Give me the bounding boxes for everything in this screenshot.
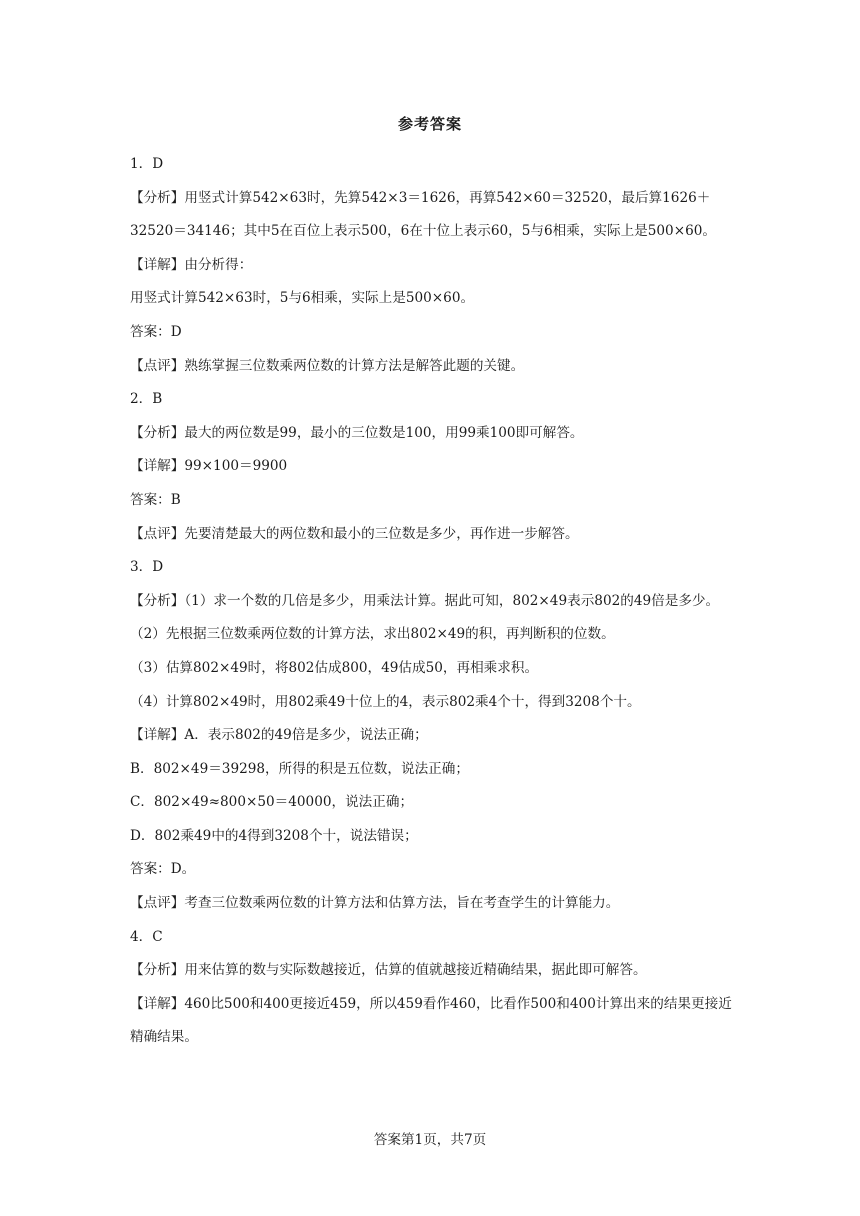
- answer-1-analysis: 【分析】用竖式计算542×63时，先算542×3＝1626，再算542×60＝32520，最后算1626＋32520＝34146；其中5在百位上表示500，6在十位上表示60，5与6相乘，实际上是500×60。: [130, 189, 716, 240]
- answer-3-detail-d: D．802乘49中的4得到3208个十，说法错误；: [130, 827, 418, 844]
- answer-2-answer: 答案：B: [130, 491, 181, 508]
- answer-1-heading: 1．D: [130, 156, 164, 172]
- answer-3-detail-c: C．802×49≈800×50＝40000，说法正确；: [130, 794, 414, 811]
- answer-3-comment: 【点评】考查三位数乘两位数的计算方法和估算方法，旨在考查学生的计算能力。: [130, 895, 620, 912]
- answer-2-comment: 【点评】先要清楚最大的两位数和最小的三位数是多少，再作进一步解答。: [130, 525, 579, 542]
- answer-1-detail: 用竖式计算542×63时，5与6相乘，实际上是500×60。: [130, 290, 475, 307]
- answer-3-detail-a: 【详解】A．表示802的49倍是多少，说法正确；: [130, 727, 428, 744]
- answer-4-detail: 【详解】460比500和400更接近459，所以459看作460，比看作500和400计算出来的结果更接近精确结果。: [130, 995, 732, 1046]
- answer-1-comment: 【点评】熟练掌握三位数乘两位数的计算方法是解答此题的关键。: [130, 357, 525, 374]
- answer-2-heading: 2．B: [130, 391, 163, 408]
- page-footer: 答案第1页，共7页: [373, 1132, 487, 1148]
- answer-2-analysis: 【分析】最大的两位数是99，最小的三位数是100，用99乘100即可解答。: [130, 424, 584, 441]
- answer-4-heading: 4．C: [130, 928, 163, 945]
- answer-2-detail: 【详解】99×100＝9900: [130, 458, 288, 475]
- answer-4-analysis: 【分析】用来估算的数与实际数越接近，估算的值就越接近精确结果，据此即可解答。: [130, 962, 647, 979]
- answer-3-heading: 3．D: [130, 559, 164, 576]
- answer-3-point-3: （3）估算802×49时，将802估成800，49估成50，再相乘求积。: [130, 659, 539, 676]
- answer-3-detail-b: B．802×49＝39298，所得的积是五位数，说法正确；: [130, 760, 469, 777]
- page-title: 参考答案: [397, 115, 462, 133]
- answer-content: [130, 148, 735, 1055]
- answer-3-answer: 答案：D。: [130, 861, 196, 878]
- answer-3-point-2: （2）先根据三位数乘两位数的计算方法，求出802×49的积，再判断积的位数。: [130, 626, 615, 643]
- answer-3-analysis: 【分析】（1）求一个数的几倍是多少，用乘法计算。据此可知，802×49表示802的49倍是多少。: [130, 592, 720, 609]
- answer-3-point-4: （4）计算802×49时，用802乘49十位上的4，表示802乘4个十，得到3208个十。: [130, 693, 641, 710]
- answer-1-detail-label: 【详解】由分析得：: [130, 256, 253, 273]
- answer-1-answer: 答案：D: [130, 323, 182, 340]
